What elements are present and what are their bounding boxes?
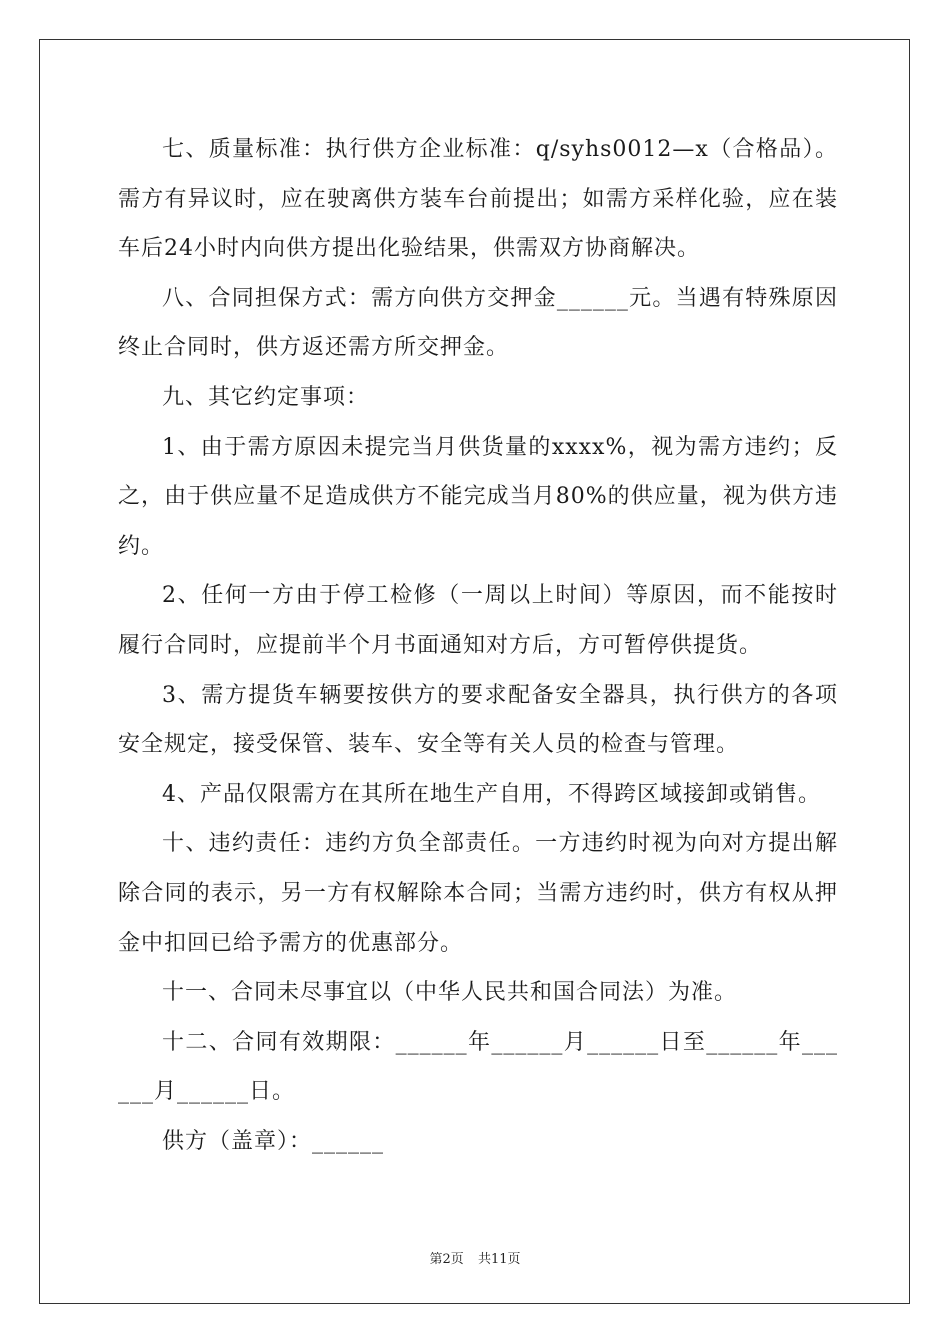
clause-9-item-4: 4、产品仅限需方在其所在地生产自用，不得跨区域接卸或销售。 xyxy=(162,781,821,807)
clause-10-liability: 十、违约责任：违约方负全部责任。一方违约时视为向对方提出解除合同的表示，另一方有权解除本合同；当需方违约时，供方有权从押金中扣回已给予需方的优惠部分。 xyxy=(118,831,838,956)
clause-12-validity-period: 十二、合同有效期限：______年______月______日至______年______月______日。 xyxy=(118,1029,838,1105)
clause-9-item-1: 1、由于需方原因未提完当月供货量的xxxx%，视为需方违约；反之，由于供应量不足造成供方不能完成当月80%的供应量，视为供方违约。 xyxy=(118,434,838,559)
document-body xyxy=(118,125,838,1166)
clause-7-quality-standard: 七、质量标准：执行供方企业标准：q/syhs0012—x（合格品）。需方有异议时，应在驶离供方装车台前提出；如需方采样化验，应在装车后24小时内向供方提出化验结果，供需双方协商解决。 xyxy=(118,137,838,262)
page-footer xyxy=(0,1248,950,1267)
clause-9-item-3: 3、需方提货车辆要按供方的要求配备安全器具，执行供方的各项安全规定，接受保管、装车、安全等有关人员的检查与管理。 xyxy=(118,682,838,758)
page-number: 第2页 xyxy=(429,1252,464,1267)
clause-11-governing-law: 十一、合同未尽事宜以（中华人民共和国合同法）为准。 xyxy=(162,980,738,1006)
clause-9-other-terms: 九、其它约定事项： xyxy=(162,384,370,410)
clause-8-guarantee: 八、合同担保方式：需方向供方交押金______元。当遇有特殊原因终止合同时，供方返还需方所交押金。 xyxy=(118,285,838,361)
page-total: 共11页 xyxy=(477,1252,521,1267)
clause-9-item-2: 2、任何一方由于停工检修（一周以上时间）等原因，而不能按时履行合同时，应提前半个月书面通知对方后，方可暂停供提货。 xyxy=(118,583,838,658)
supplier-seal-line: 供方（盖章）：______ xyxy=(162,1128,385,1154)
